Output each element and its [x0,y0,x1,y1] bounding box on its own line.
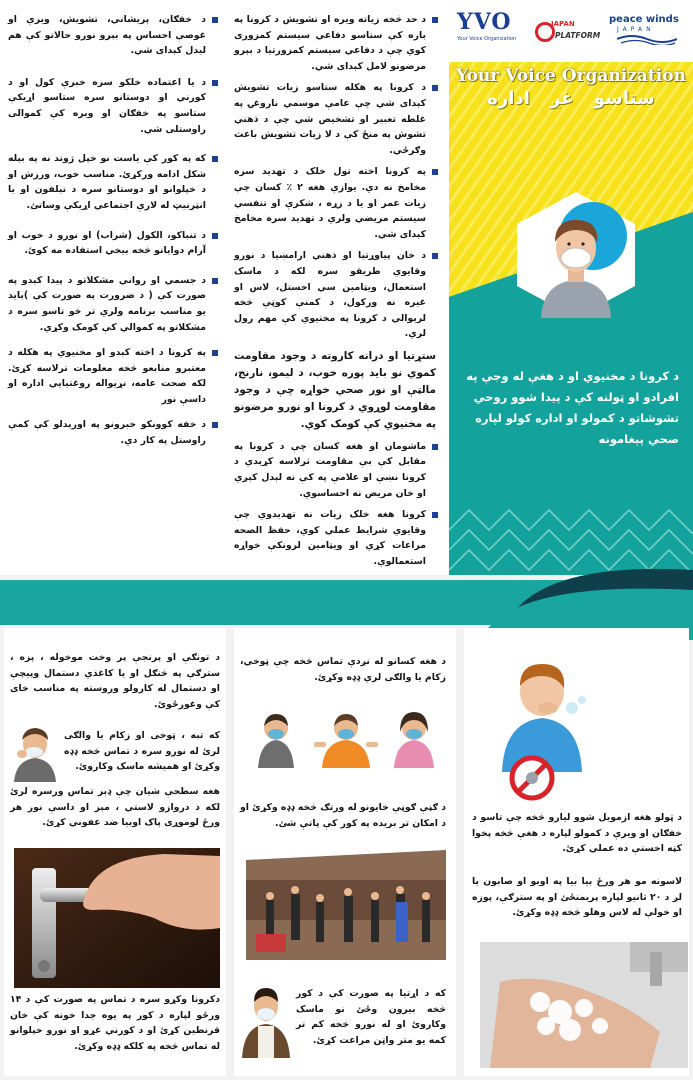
pw-logo-top: peace winds [609,14,679,25]
crowded-market-photo [246,850,446,960]
middle-text-column [234,12,438,576]
ll-para-2: که تبه ، ټوخی او زکام یا والګی لرئ له نورو سره د تماس څخه ډډه وکړئ او همیشه ماسک وکاروئ. [64,730,220,773]
jp-logo-bottom: PLATFORM [555,31,601,40]
door-handle-photo [14,848,220,988]
left-para-6: په کرونا د اخته کېدو او مخنیوي په هکله د معتبرو منابعو څخه معلومات ترلاسه کړئ. لکه صحت عامه، نړیواله روغتیایي اداره او داسې نور [8,345,218,407]
left-para-3: که په کور کې یاست نو خپل ژوند نه په بېله شکل ادامه ورکړئ. مناسب خوب، ورزش او د خپلوانو او دوستانو سره د تیلفون او یا انټرنیټ له لارې اجتماعي اړیکې وساتئ. [8,151,218,213]
lr-para-1: د ټولو هغه ازمویل شوو لیارو څخه چې تاسو د خفګان او ویرې د کمولو لپاره د هغې څخه پخوا کټه اخستې ده عملي کړئ. [472,812,682,855]
man-with-mask-illustration [240,978,292,1058]
jp-logo-top: JAPAN [551,20,575,28]
peace-winds-logo [609,14,687,52]
left-para-2: د یا اعتماده خلکو سره خبرې کول او د کورني او دوستانو سره ستاسو اړیکې ستاسو په خفګان او ویره کې کموالی راوستلی شي. [8,75,218,137]
lm-para-3: که د اړتیا په صورت کې د کور څخه بیرون وځئ نو ماسک وکاروئ او له نورو څخه کم تر کمه یو متر واټن مراعت کړئ. [296,988,446,1046]
pw-logo-bottom: JAPAN [617,26,655,33]
org-title-ps: ستاسو غږ اداره [487,88,655,109]
ll-para-3: هغه سطحې شیان چې ډېر تماس ورسره لرئ لکه د دروازو لاستي ، مېز او داسې نور هر ورځ لوموړی پاک اوبیا ضد عفوني کړئ. [10,786,220,829]
person-mask-illustration [511,190,641,320]
left-text-column [8,12,218,455]
ll-para-4: دکرونا وکړو سره د تماس په صورت کې د ۱۴ ورځو لپاره د کور په یوه جدا خونه کې خان قرنطین کړئ او د کورني غړو او نورو خپلوانو له تماس څخه په کلکه ډډه وکړئ. [10,994,220,1052]
lower-left-panel [4,628,226,1076]
lm-para-2: د ګڼې ګوڼې خایونو له ورتګ څخه ډډه وکړئ او د امکان تر بریده په کور کې پاتې شئ. [239,802,446,829]
yvo-logo-text: YVO [457,9,512,35]
lm-para-1: د هغه کسانو له نږدې تماس څخه چې ټوخي، زکام یا والګی لري ډډه وکړئ. [240,656,446,683]
left-para-5: د جسمي او رواني مشکلاتو د پیدا کېدو په صورت کې ( د ضرورت په صورت کې )باید یو مناسب برنامه ولري تر څو تاسو سره د مشکلاتو په کموالي کې کومک وکړي. [8,273,218,335]
three-people-distancing-illustration [254,698,438,768]
lr-para-2: لاسونه مو هر ورځ بیا بیا په اوبو او صابون یا لږ د ۲۰ ثانیو لپاره پریمنځئ او په سترګې، پوزه او خولې له لاس وهلو څخه ډډه وکړئ. [472,876,682,919]
left-para-4: د تنباکو، الکول (شراب) او نورو د خوب او آرام دوایانو څخه بیخي استفاده مه کوئ. [8,228,218,259]
pw-wave-icon [617,33,677,45]
mid-para-4: د خان پیاوړتیا او ذهني ارامښیا د نورو وقایوي طریقو سره لکه د ماسک استعمال، ویټامین سي اخستل، لاس او غیره نه ورکول، د کمنې کوټې څخه لرېوالي د کرونا په مخنیوي کې مهم رول لري. [234,248,438,342]
mid-para-3: په کرونا اخته تول خلک د تهدید سره مخامخ نه دي. یوازې هغه ۲ ٪ کسان چې زیات عمر او یا د زړه ، شکرې او تنفسي سیستم مریضي ولري د تهدید سره مخامخ کېدای شي. [234,164,438,242]
coughing-man-illustration [10,722,60,782]
yvo-logo [457,8,525,54]
ll-para-1: د تونګې او پرنجې پر وخت موخوله ، پزه ، سترګې په څنګل او یا کاغذي دستمال وپیچې او دستمال له کارولو وروسته په مناسب خای کې وغورځوئ. [10,652,220,710]
mid-para-6: ماشومان او هغه کسان چې د کرونا په مقابل کې بې مقاومت ثرلاسه کړېدي د کرونا نښې او علامې په کې نه لېدل کېږي او خان مریض نه احساسوي. [234,439,438,501]
mid-para-7: کرونا هغه خلک زیات نه تهدیدوي چې وقایوي شرایط عملي کوي، حفظ الصحه مراعات کړي او ویټامین لرونکې خواړه استعمالوي. [234,507,438,569]
lower-right-panel [464,628,689,1076]
mid-para-1: د حد څخه زیاته ویره او تشویش د کرونا په باره کې ستاسو دفاعي سیستم کمزوری کوي چې د دفاعي سیستم کمزورتیا د بېرو مرضونو لامل کېدای شي. [234,12,438,74]
mid-para-5: ستړتیا او درانه کاروته د وجود مقاومت کموي نو باید پوره خوب، د لیمو، نارنج، مالټې او نور صحي خواړه چې د وجود مقاومت لوړوي د کرونا او نورو مرضونو په مخنیوي کې کومک کوي. [234,349,436,430]
coughing-child-no-sign-illustration [492,652,612,802]
mid-para-2: د کرونا په هکله ستاسو زیات تشویش کېدای شي چې عامې موسمي ناروغۍ په غلطه تعبیر او تشخیص شي چې د ذهني تشوش په منځ کې د لا زیات تشویش باعث وګرځي. [234,80,438,158]
cover-message: د کرونا د مخنیوي او د هغې له وجې په افرادو او ټولنه کې د پیدا شوو روحي تشوشاتو د کمولو او اداره کولو لپاره صحي پېغامونه [466,369,679,446]
yvo-logo-sub: Your Voice Organization [457,36,517,42]
handwashing-photo [480,942,688,1068]
japan-platform-logo [535,14,601,48]
org-title-en: Your Voice Organization [456,66,686,86]
left-para-7: د خفه کوونکو خبرونو په اورېدلو کې کمې راوستل په کار دي. [8,417,218,448]
left-para-1: د خفګان، پریشاني، تشویش، ویرې او غوصې احساس په بېرو نورو حالاتو کې هم لیدل کېدای شي. [8,12,218,59]
cover-panel [449,0,693,575]
lower-middle-panel [234,628,456,1076]
